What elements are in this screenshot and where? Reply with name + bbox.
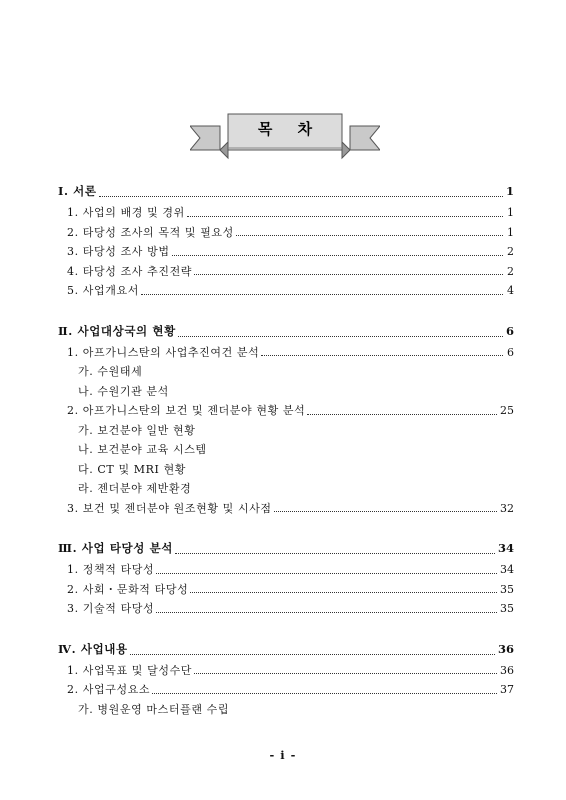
toc-entry-label: 3. 타당성 조사 방법 <box>67 245 170 258</box>
toc-page-number: 6 <box>505 323 514 338</box>
toc-subentry[interactable] <box>58 383 514 403</box>
dot-leader <box>152 692 497 694</box>
toc-page-number: 6 <box>507 345 514 359</box>
dot-leader <box>175 552 495 554</box>
toc-chapter-entry[interactable] <box>58 540 514 561</box>
toc-page-number: 2 <box>507 245 514 258</box>
toc-entry-label: 다. CT 및 MRI 현황 <box>78 462 187 476</box>
toc-page-number: 1 <box>505 184 514 198</box>
toc-page-number: 36 <box>497 641 514 656</box>
toc-entry-label: 5. 사업개요서 <box>67 284 139 297</box>
toc-entry-label: 1. 아프가니스탄의 사업추진여건 분석 <box>67 345 260 359</box>
dot-leader <box>156 572 497 574</box>
toc-entry-label: 2. 아프가니스탄의 보건 및 젠더분야 현황 분석 <box>67 404 306 417</box>
toc-entry[interactable] <box>58 561 514 581</box>
toc-title: 목 차 <box>257 120 323 138</box>
toc-page-number: 35 <box>500 582 514 596</box>
toc-subentry[interactable] <box>58 441 514 461</box>
toc-page-number: 36 <box>500 663 514 677</box>
toc-entry-label: 1. 사업목표 및 달성수단 <box>67 663 193 677</box>
toc-entry-label: Ⅰ. 서론 <box>58 184 97 198</box>
dot-leader <box>172 254 503 256</box>
toc-entry-label: 3. 기술적 타당성 <box>67 602 155 615</box>
toc-entry[interactable] <box>58 243 514 263</box>
toc-section <box>58 323 514 520</box>
toc-entry-label: 가. 병원운영 마스터플랜 수립 <box>78 702 230 716</box>
toc-entry[interactable] <box>58 282 514 302</box>
toc-entry-label: 2. 사업구성요소 <box>67 683 151 696</box>
toc-subentry[interactable] <box>58 363 514 383</box>
toc-entry[interactable] <box>58 263 514 283</box>
dot-leader <box>156 611 497 613</box>
toc-entry[interactable] <box>58 581 514 601</box>
toc-section <box>58 641 514 721</box>
dot-leader <box>130 653 495 655</box>
toc-entry-label: Ⅲ. 사업 타당성 분석 <box>58 541 173 555</box>
toc-entry[interactable] <box>58 344 514 364</box>
toc-page-number: 25 <box>500 404 514 417</box>
toc-page-number: 1 <box>507 206 514 219</box>
toc-entry[interactable] <box>58 500 514 520</box>
toc-page-number: 34 <box>497 541 514 555</box>
toc-entry-label: 라. 젠더분야 제반환경 <box>78 482 192 495</box>
toc-section <box>58 183 514 302</box>
toc-page-number: 1 <box>507 225 514 239</box>
toc-entry[interactable] <box>58 402 514 422</box>
toc-entry-label: Ⅳ. 사업내용 <box>58 641 128 656</box>
dot-leader <box>190 591 497 593</box>
toc-page-number: 37 <box>500 683 514 696</box>
dot-leader <box>274 510 497 512</box>
toc-entry-label: 나. 보건분야 교육 시스템 <box>78 443 207 456</box>
toc-chapter-entry[interactable] <box>58 183 514 204</box>
toc-entry[interactable] <box>58 662 514 682</box>
toc-entry-label: Ⅱ. 사업대상국의 현황 <box>58 323 176 338</box>
toc-chapter-entry[interactable] <box>58 323 514 344</box>
toc-page-number: 32 <box>500 501 514 515</box>
dot-leader <box>194 273 503 275</box>
dot-leader <box>187 215 503 217</box>
toc-entry-label: 가. 보건분야 일반 현황 <box>78 423 196 437</box>
toc-page-number: 2 <box>507 264 514 278</box>
toc-entry[interactable] <box>58 204 514 224</box>
toc-chapter-entry[interactable] <box>58 641 514 662</box>
toc-entry[interactable] <box>58 681 514 701</box>
toc-entry-label: 나. 수원기관 분석 <box>78 384 169 398</box>
toc-subentry[interactable] <box>58 461 514 481</box>
toc-section <box>58 540 514 620</box>
toc-entry-label: 4. 타당성 조사 추진전략 <box>67 264 193 278</box>
table-of-contents <box>58 183 514 741</box>
toc-entry-label: 2. 사회・문화적 타당성 <box>67 582 189 596</box>
dot-leader <box>194 672 497 674</box>
toc-page-number: 35 <box>500 602 514 615</box>
dot-leader <box>261 354 503 356</box>
toc-entry[interactable] <box>58 600 514 620</box>
toc-banner <box>190 112 380 164</box>
dot-leader <box>178 335 503 337</box>
toc-page-number: 34 <box>500 563 514 576</box>
toc-entry-label: 3. 보건 및 젠더분야 원조현황 및 시사점 <box>67 501 272 515</box>
toc-entry[interactable] <box>58 224 514 244</box>
toc-entry-label: 1. 사업의 배경 및 경위 <box>67 206 185 219</box>
toc-entry-label: 가. 수원태세 <box>78 365 143 378</box>
toc-subentry[interactable] <box>58 422 514 442</box>
dot-leader <box>99 195 503 197</box>
toc-subentry[interactable] <box>58 480 514 500</box>
dot-leader <box>307 413 497 415</box>
toc-page-number: 4 <box>507 284 514 297</box>
toc-subentry[interactable] <box>58 701 514 721</box>
dot-leader <box>236 234 503 236</box>
toc-entry-label: 2. 타당성 조사의 목적 및 필요성 <box>67 225 234 239</box>
page-number: - i - <box>269 748 297 762</box>
toc-entry-label: 1. 정책적 타당성 <box>67 563 155 576</box>
dot-leader <box>141 293 503 295</box>
